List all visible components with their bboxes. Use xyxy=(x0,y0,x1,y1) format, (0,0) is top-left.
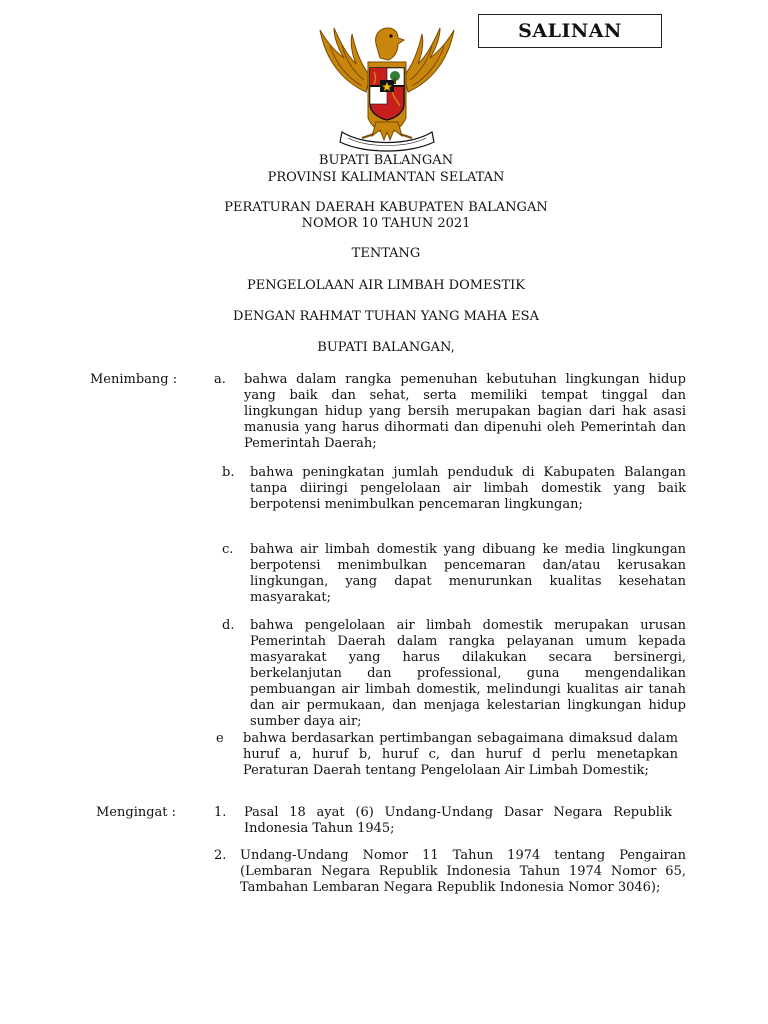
right-wing-icon xyxy=(404,28,454,92)
item-marker: d. xyxy=(222,618,235,633)
left-wing-icon xyxy=(320,28,370,92)
item-marker: 2. xyxy=(214,848,227,863)
item-text: bahwa peningkatan jumlah penduduk di Kabupaten Balangan tanpa diiringi pengelolaan air limbah domestik yang baik berpotensi menimbulkan pencemaran lingkungan; xyxy=(250,465,686,512)
menimbang-item-e xyxy=(216,731,678,779)
salinan-stamp: SALINAN xyxy=(478,14,662,48)
item-text: bahwa dalam rangka pemenuhan kebutuhan lingkungan hidup yang baik dan sehat, serta memiliki tempat tinggal dan lingkungan hidup yang bersih merupakan bagian dari hak asasi manusia yang harus dihormati dan dipenuhi oleh Pemerintah dan Pemerintah Daerah; xyxy=(244,372,686,451)
bupati-heading: BUPATI BALANGAN, xyxy=(317,340,455,355)
item-text: Undang-Undang Nomor 11 Tahun 1974 tentang Pengairan (Lembaran Negara Republik Indonesia Tahun 1974 Nomor 65, Tambahan Lembaran Negara Republik Indonesia Nomor 3046); xyxy=(240,848,686,895)
item-text: bahwa air limbah domestik yang dibuang ke media lingkungan berpotensi menimbulkan pencemaran dan/atau kerusakan lingkungan, yang dapat menurunkan kualitas kesehatan masyarakat; xyxy=(250,542,686,605)
tentang-heading: TENTANG xyxy=(351,246,421,261)
item-marker: a. xyxy=(214,372,226,387)
bupati-title: BUPATI BALANGAN xyxy=(318,153,454,168)
rahmat-heading: DENGAN RAHMAT TUHAN YANG MAHA ESA xyxy=(233,309,539,324)
province-title: PROVINSI KALIMANTAN SELATAN xyxy=(267,170,505,185)
regulation-subject: PENGELOLAAN AIR LIMBAH DOMESTIK xyxy=(247,278,525,293)
item-marker: b. xyxy=(222,465,235,480)
item-marker: 1. xyxy=(214,805,227,820)
item-text: bahwa pengelolaan air limbah domestik merupakan urusan Pemerintah Daerah dalam rangka pelayanan umum kepada masyarakat yang harus dilakukan secara bersinergi, berkelanjutan dan professional, guna mengendalikan pembuangan air limbah domestik, melindungi kualitas air tanah dan air permukaan, dan menjaga kelestarian lingkungan hidup sumber daya air; xyxy=(250,618,686,729)
regulation-title: PERATURAN DAERAH KABUPATEN BALANGAN xyxy=(224,200,548,215)
mengingat-label: Mengingat : xyxy=(96,805,177,820)
menimbang-label: Menimbang : xyxy=(90,372,178,387)
mengingat-item-1 xyxy=(214,805,672,837)
menimbang-item-b xyxy=(222,465,686,513)
menimbang-item-c xyxy=(222,542,686,606)
item-marker: c. xyxy=(222,542,234,557)
item-text: Pasal 18 ayat (6) Undang-Undang Dasar Negara Republik Indonesia Tahun 1945; xyxy=(244,805,672,836)
menimbang-item-a xyxy=(214,372,686,452)
item-marker: e xyxy=(216,731,224,746)
shield-icon xyxy=(370,68,404,120)
regulation-number: NOMOR 10 TAHUN 2021 xyxy=(301,216,471,231)
garuda-emblem xyxy=(314,22,460,152)
mengingat-item-2 xyxy=(214,848,686,896)
menimbang-item-d xyxy=(222,618,686,730)
item-text: bahwa berdasarkan pertimbangan sebagaimana dimaksud dalam huruf a, huruf b, huruf c, dan huruf d perlu menetapkan Peraturan Daerah tentang Pengelolaan Air Limbah Domestik; xyxy=(243,731,678,778)
ribbon-icon xyxy=(340,132,434,151)
